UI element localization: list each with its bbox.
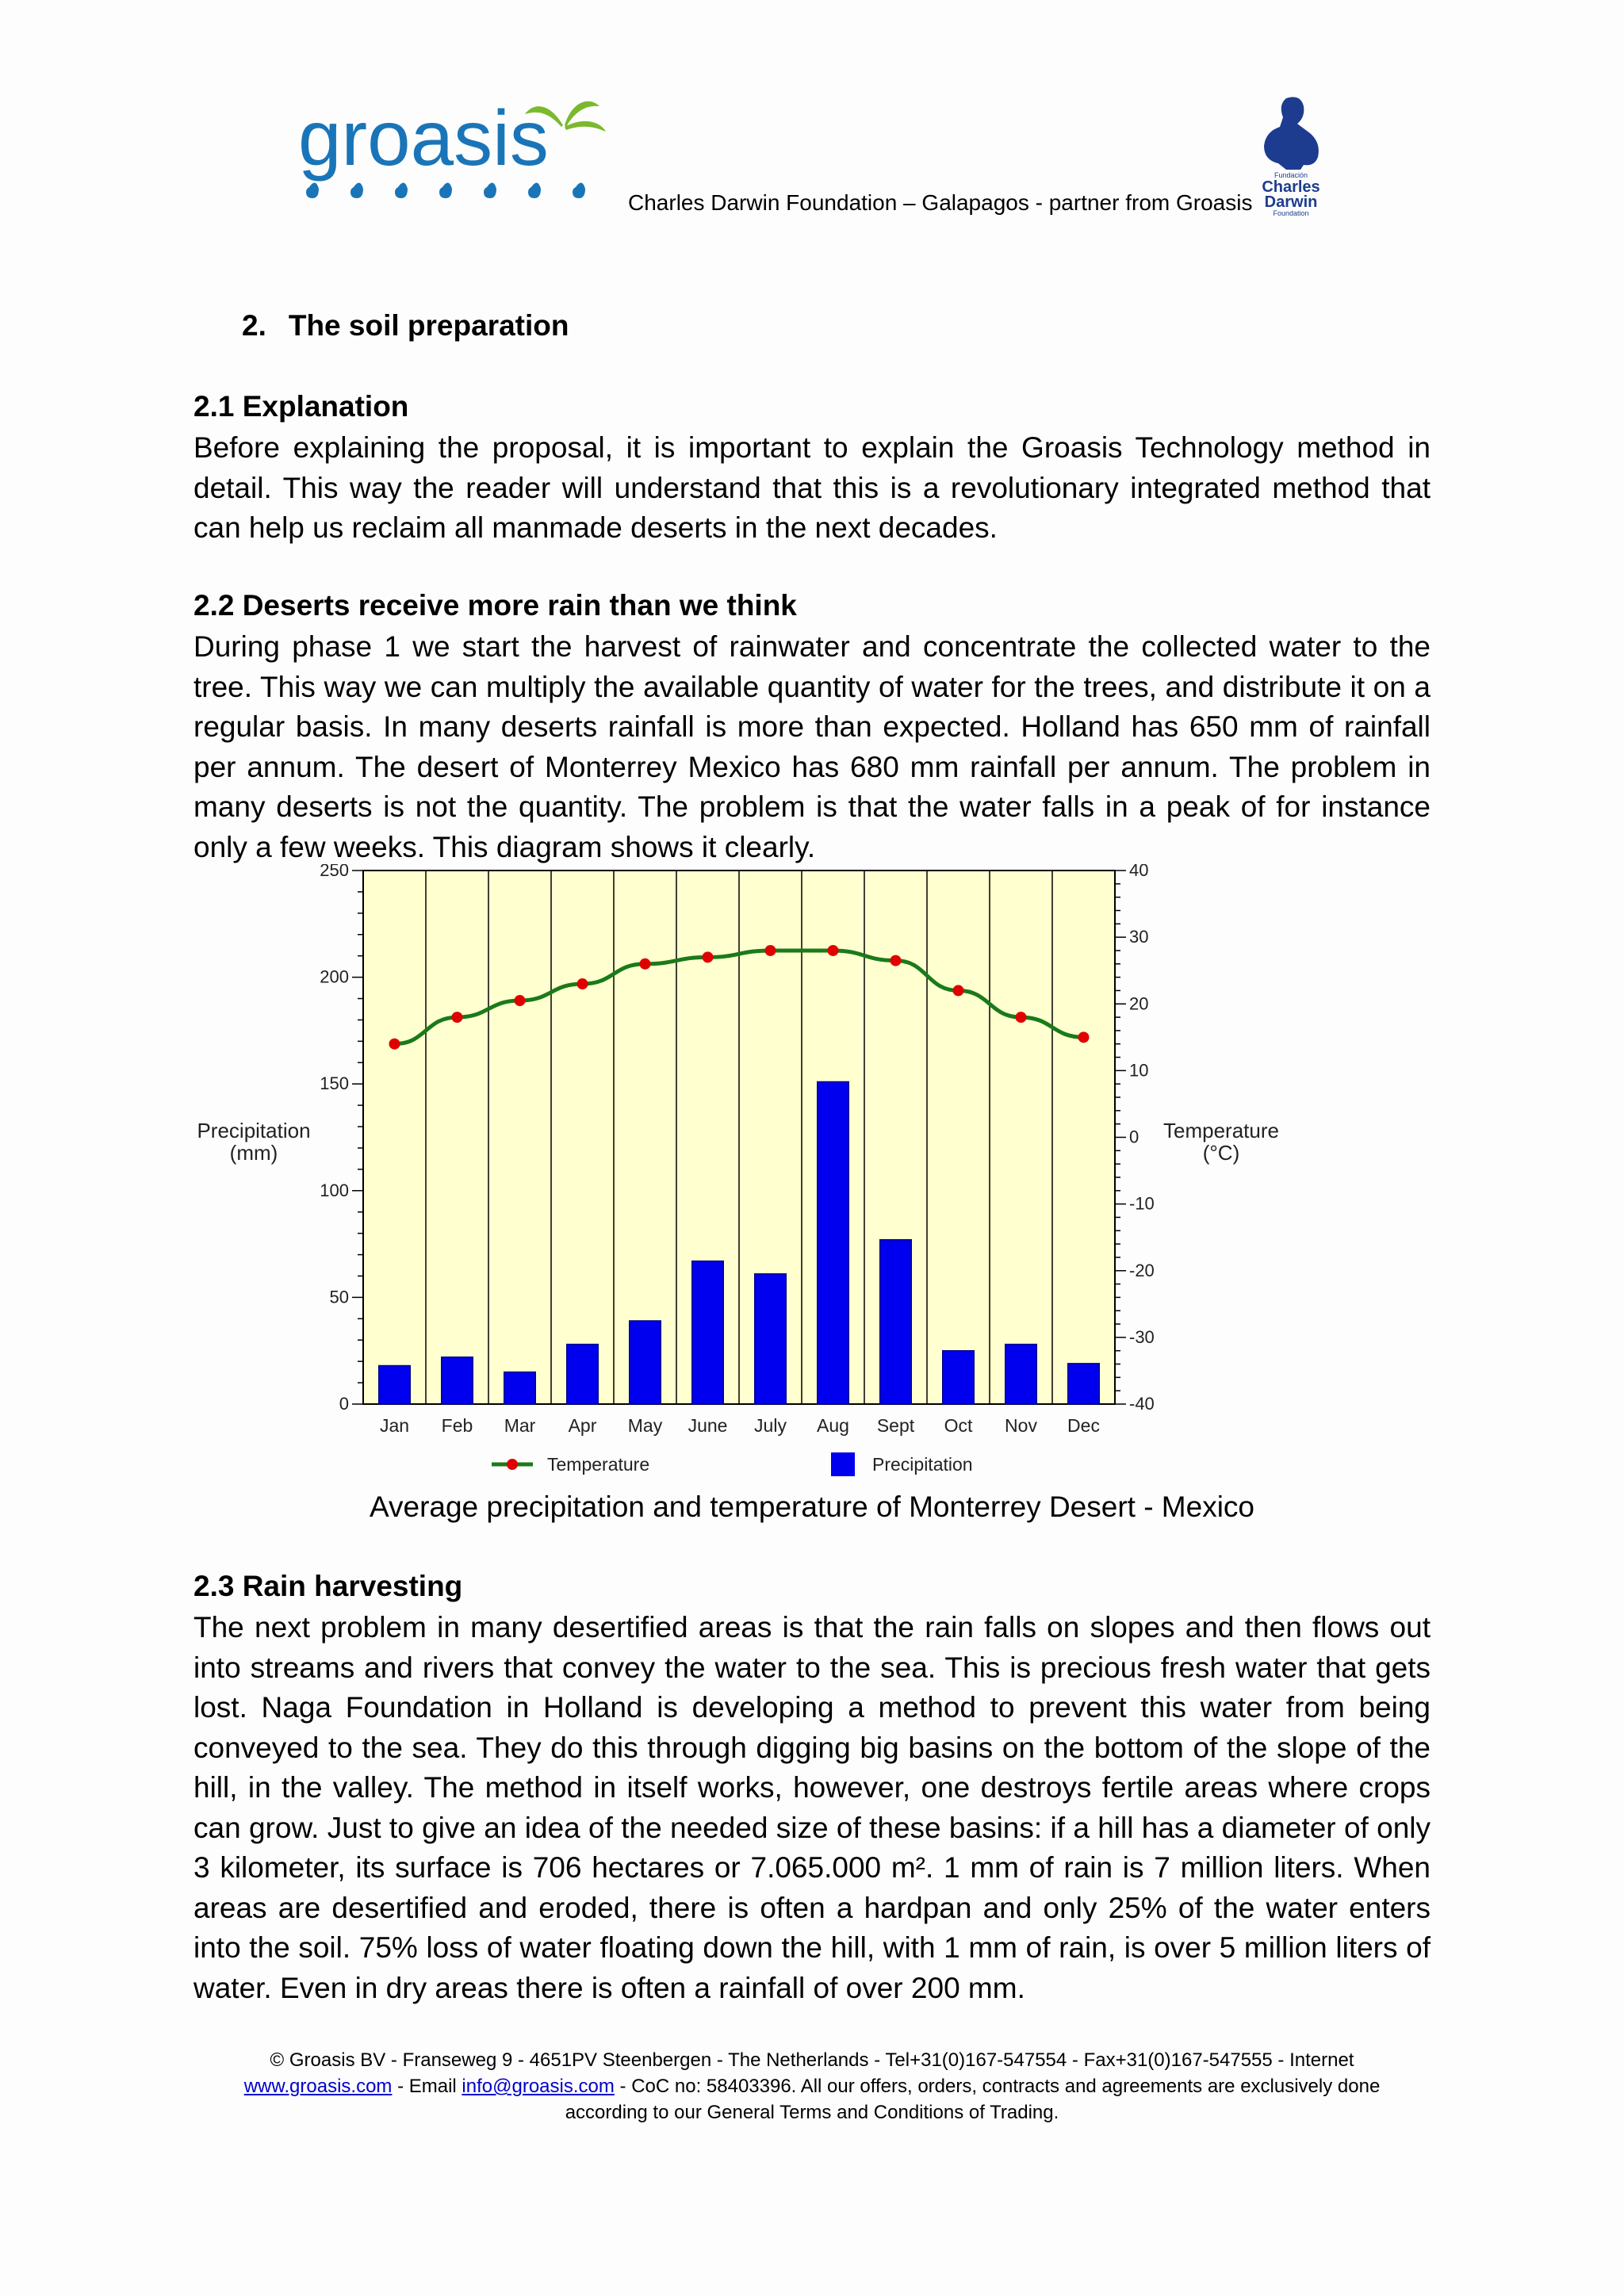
- right-tick-label: 30: [1129, 927, 1149, 947]
- left-tick-label: 0: [339, 1394, 349, 1414]
- paragraph-2-2: During phase 1 we start the harvest of rainwater and concentrate the collected water to the tree. This way we can multiply the available quantity of water for the trees, and distribute it on a regular basis. In many deserts rainfall is more than expected. Holland has 650 mm of rainfall per annum. The desert of Monterrey Mexico has 680 mm rainfall per annum. The problem in many deserts is not the quantity. The problem is that the water falls in a peak of for instance only a few weeks. This diagram shows it clearly.: [193, 630, 1431, 863]
- left-tick-label: 150: [320, 1073, 349, 1094]
- left-axis-title-line: Precipitation: [197, 1119, 311, 1142]
- section-title: The soil preparation: [288, 309, 569, 342]
- temperature-point-jan: [389, 1039, 400, 1050]
- left-axis-title: [197, 1119, 310, 1165]
- climate-chart: [187, 864, 1329, 1483]
- left-tick-label: 100: [320, 1180, 349, 1200]
- temperature-point-may: [640, 959, 651, 970]
- temperature-point-sept: [891, 955, 902, 966]
- month-label: Jan: [379, 1415, 410, 1436]
- temperature-point-apr: [577, 978, 588, 989]
- precipitation-bar-may: [630, 1321, 661, 1404]
- precipitation-bar-feb: [442, 1357, 473, 1404]
- right-axis: [1115, 864, 1155, 1414]
- month-label: Aug: [817, 1415, 849, 1436]
- precipitation-bar-june: [692, 1261, 724, 1404]
- footer-line-2: [193, 2073, 1431, 2099]
- precipitation-bar-dec: [1068, 1364, 1100, 1404]
- paragraph-2-3: The next problem in many desertified areas is that the rain falls on slopes and then flows out into streams and rivers that convey the water to the sea. This is precious fresh water that gets lost. Naga Foundation in Holland is developing a method to prevent this water from being conveyed to the sea. They do this through digging big basins on the bottom of the slope of the hill, in the valley. The method in itself works, however, one destroys fertile areas where crops can grow. Just to give an idea of the needed size of these basins: if a hill has a diameter of only 3 kilometer, its surface is 706 hectares or 7.065.000 m². 1 mm of rain is 7 million liters. When areas are desertified and eroded, there is often a hardpan and only 25% of the water enters into the soil. 75% loss of water floating down the hill, with 1 mm of rain, is over 5 million liters of water. Even in dry areas there is often a rainfall of over 200 mm.: [193, 1611, 1431, 2004]
- cdf-logo-line-3: Darwin: [1264, 193, 1318, 211]
- chart-caption: Average precipitation and temperature of Monterrey Desert - Mexico: [369, 1490, 1255, 1523]
- temperature-point-mar: [515, 995, 526, 1006]
- right-axis-title-line: (°C): [1202, 1141, 1240, 1165]
- month-label: Sept: [876, 1415, 915, 1436]
- precipitation-bar-mar: [504, 1372, 536, 1404]
- precipitation-bar-sept: [880, 1240, 912, 1404]
- temperature-point-july: [765, 945, 776, 956]
- website-link[interactable]: www.groasis.com: [243, 2076, 393, 2097]
- heading-2-3: 2.3 Rain harvesting: [193, 1570, 463, 1602]
- legend-temperature-label: Temperature: [547, 1454, 650, 1475]
- left-tick-label: 200: [320, 966, 349, 987]
- section-number: 2.: [242, 309, 266, 342]
- month-label: June: [688, 1415, 728, 1436]
- legend-precipitation-label: Precipitation: [872, 1454, 973, 1475]
- groasis-logo-text: groasis: [298, 94, 549, 182]
- right-tick-label: 20: [1129, 993, 1149, 1014]
- left-axis: [320, 864, 363, 1414]
- month-label: May: [627, 1415, 663, 1436]
- header-caption: Charles Darwin Foundation – Galapagos - partner from Groasis: [628, 190, 1253, 215]
- right-tick-label: -20: [1129, 1260, 1155, 1280]
- month-label: July: [754, 1415, 787, 1436]
- tortoise-icon: [1264, 97, 1319, 170]
- month-label: Feb: [441, 1415, 473, 1436]
- right-tick-label: -30: [1129, 1326, 1155, 1347]
- heading-2-1: 2.1 Explanation: [193, 390, 409, 423]
- right-tick-label: -40: [1129, 1394, 1155, 1414]
- right-tick-label: 40: [1129, 864, 1149, 880]
- groasis-logo: [295, 94, 628, 212]
- chart-legend: [492, 1452, 973, 1476]
- email-link[interactable]: info@groasis.com: [462, 2076, 615, 2097]
- right-axis-title: [1163, 1119, 1279, 1165]
- charles-darwin-foundation-logo: [1254, 94, 1327, 217]
- month-label: Mar: [504, 1415, 536, 1436]
- heading-2-2: 2.2 Deserts receive more rain than we think: [193, 589, 797, 622]
- cdf-logo-line-4: Foundation: [1273, 209, 1309, 217]
- month-label: Oct: [944, 1415, 973, 1436]
- section-2-heading: [242, 309, 569, 342]
- cdf-logo-line-1: Fundación: [1274, 171, 1308, 179]
- month-label: Apr: [568, 1415, 597, 1436]
- temperature-point-aug: [828, 945, 839, 956]
- precipitation-bar-july: [755, 1274, 787, 1404]
- water-drops-icon: [306, 182, 585, 198]
- footer-line-1: © Groasis BV - Franseweg 9 - 4651PV Steenbergen - The Netherlands - Tel+31(0)167-547554 - Fax+31(0)167-547555 - Internet: [270, 2049, 1354, 2071]
- left-axis-title-line: (mm): [229, 1141, 278, 1165]
- x-axis-labels: [380, 1415, 1100, 1436]
- precipitation-bar-jan: [379, 1366, 411, 1404]
- temperature-point-oct: [953, 985, 964, 996]
- right-tick-label: 0: [1129, 1127, 1139, 1147]
- footer-line-2-text: - CoC no: 58403396. All our offers, orders, contracts and agreements are exclusively done: [614, 2076, 1381, 2097]
- right-tick-label: 10: [1129, 1060, 1149, 1081]
- footer: [193, 2047, 1431, 2126]
- legend-temperature-marker: [507, 1459, 518, 1470]
- temperature-point-june: [703, 951, 714, 962]
- temperature-point-feb: [452, 1012, 463, 1023]
- cdf-logo-line-2: Charles: [1262, 178, 1320, 196]
- precipitation-bar-aug: [818, 1082, 849, 1404]
- email-label: - Email: [392, 2076, 462, 2097]
- month-label: Dec: [1067, 1415, 1100, 1436]
- temperature-point-nov: [1016, 1012, 1027, 1023]
- precipitation-bar-apr: [567, 1345, 599, 1404]
- right-tick-label: -10: [1129, 1193, 1155, 1214]
- footer-line-3: according to our General Terms and Conditions of Trading.: [565, 2102, 1059, 2123]
- right-axis-title-line: Temperature: [1163, 1119, 1279, 1142]
- temperature-point-dec: [1078, 1031, 1090, 1043]
- legend-precipitation-swatch: [831, 1452, 855, 1476]
- precipitation-bar-oct: [943, 1351, 975, 1404]
- paragraph-2-1: Before explaining the proposal, it is important to explain the Groasis Technology method in detail. This way the reader will understand that this is a revolutionary integrated method that can help us reclaim all manmade deserts in the next decades.: [193, 431, 1431, 544]
- left-tick-label: 250: [320, 864, 349, 880]
- left-tick-label: 50: [329, 1287, 349, 1307]
- precipitation-bar-nov: [1005, 1345, 1037, 1404]
- month-label: Nov: [1005, 1415, 1037, 1436]
